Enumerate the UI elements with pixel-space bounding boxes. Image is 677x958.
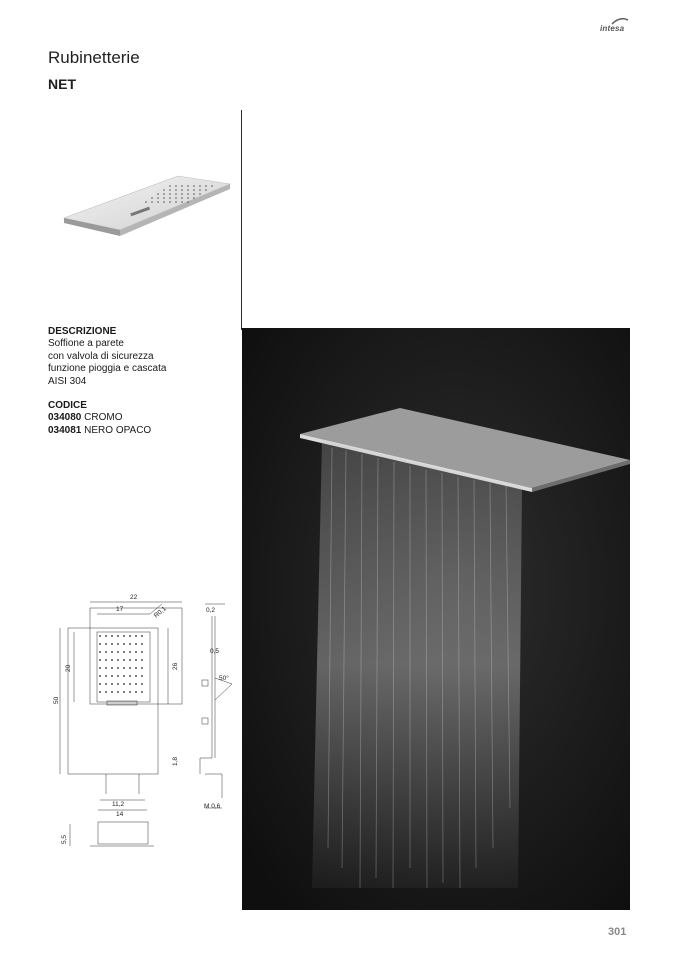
page-title: Rubinetterie xyxy=(48,48,140,67)
codes-heading: CODICE xyxy=(48,400,87,411)
code-finish: CROMO xyxy=(84,412,123,424)
description-line: AISI 304 xyxy=(48,375,87,387)
code-row xyxy=(48,425,151,437)
code-row xyxy=(48,412,151,424)
dim-label: 17 xyxy=(116,606,124,613)
dim-label: 26 xyxy=(172,662,179,670)
description-line: con valvola di sicurezza xyxy=(48,350,154,362)
dim-label: R0,1 xyxy=(152,605,168,620)
divider xyxy=(241,110,242,330)
dim-label: 1,8 xyxy=(172,756,179,766)
code-number: 034081 xyxy=(48,424,82,436)
description-heading: DESCRIZIONE xyxy=(48,326,117,337)
dim-label: 50 xyxy=(53,696,60,704)
page-number: 301 xyxy=(608,926,627,938)
codes-block xyxy=(48,400,151,437)
brand-logo xyxy=(600,16,636,36)
description-block xyxy=(48,326,166,388)
dim-label: 22 xyxy=(130,594,138,601)
description-line: Soffione a parete xyxy=(48,338,124,350)
dim-label: 5,5 xyxy=(61,834,68,844)
dim-label: 0,5 xyxy=(210,648,220,655)
description-line: funzione pioggia e cascata xyxy=(48,363,167,375)
brand-name: intesa xyxy=(600,24,625,33)
code-finish: NERO OPACO xyxy=(84,424,152,436)
dim-label: M 0,6 xyxy=(204,803,221,810)
technical-drawing xyxy=(50,588,240,858)
product-photo xyxy=(242,328,630,910)
dim-label: 14 xyxy=(116,811,124,818)
code-number: 034080 xyxy=(48,412,82,424)
product-thumbnail xyxy=(60,170,232,245)
shower-photo-image xyxy=(242,328,630,910)
dim-label: 50° xyxy=(219,675,229,682)
dim-label: 0,2 xyxy=(206,607,216,614)
product-name: NET xyxy=(48,76,76,92)
dim-label: 11,2 xyxy=(112,801,125,808)
dim-label: 20 xyxy=(65,664,72,672)
